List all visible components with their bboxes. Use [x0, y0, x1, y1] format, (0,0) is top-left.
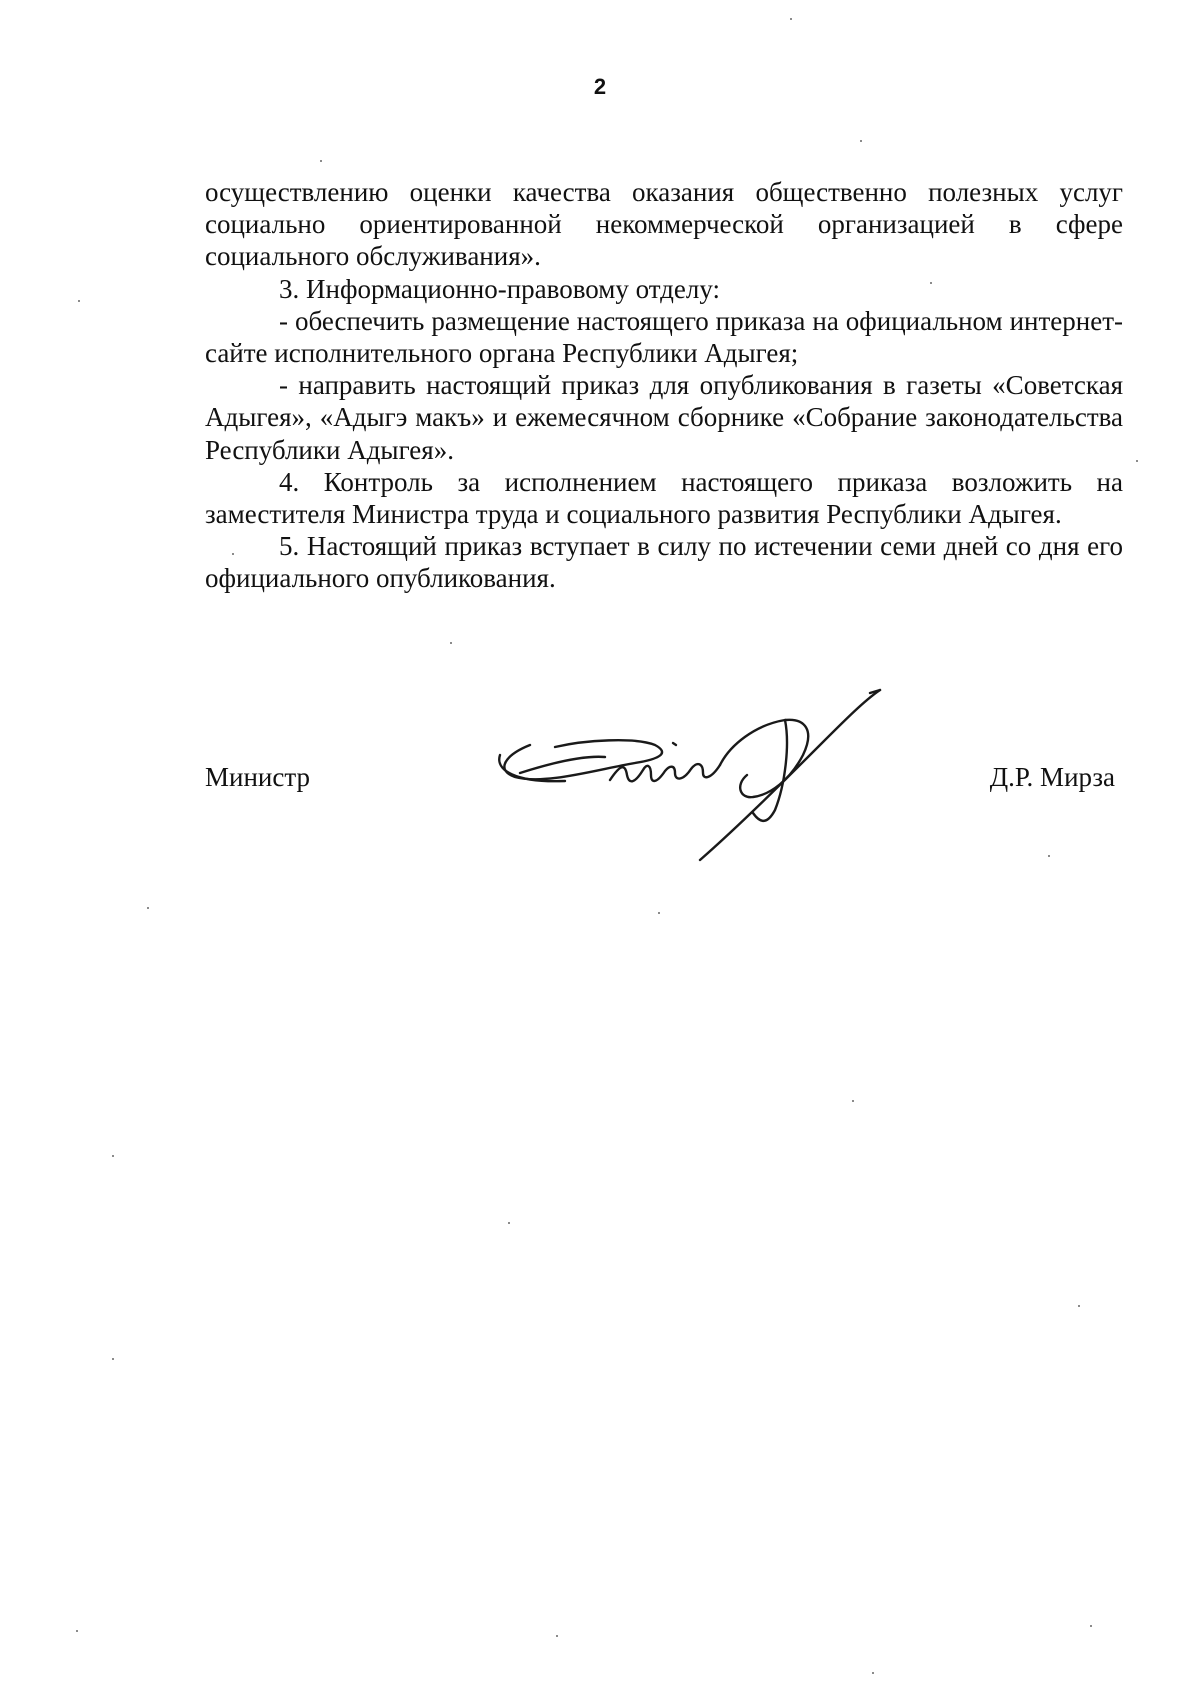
scan-speck — [790, 18, 792, 20]
scan-speck — [78, 300, 80, 302]
position-title: Министр — [205, 762, 310, 792]
scan-speck — [1078, 1305, 1080, 1307]
paragraph-continuation: осуществлению оценки качества оказания общественно полезных услуг социально ориентированной некоммерческой организацией в сфере социального обслуживания». — [205, 177, 1123, 272]
scan-speck — [112, 1155, 114, 1157]
scan-speck — [232, 553, 234, 555]
scan-speck — [872, 1672, 874, 1674]
paragraph-item-3: 3. Информационно-правовому отделу: — [279, 273, 721, 304]
scan-speck — [1090, 1625, 1092, 1627]
scan-speck — [112, 1358, 114, 1360]
scan-speck — [860, 140, 862, 142]
paragraph-item-4: 4. Контроль за исполнением настоящего приказа возложить на заместителя Министра труда и социального развития Республики Адыгея. — [205, 466, 1123, 530]
scan-speck — [930, 282, 932, 284]
paragraph-subitem-publish-newspapers: - направить настоящий приказ для опубликования в газеты «Советская Адыгея», «Адыгэ макъ» и ежемесячном сборнике «Собрание законодательства Республики Адыгея». — [205, 370, 1123, 465]
paragraph-subitem-publish-website: - обеспечить размещение настоящего приказа на официальном интернет-сайте исполнительного органа Республики Адыгея; — [205, 305, 1123, 369]
handwritten-signature — [485, 685, 885, 875]
scan-speck — [76, 1630, 78, 1632]
scan-speck — [320, 160, 322, 162]
signer-name: Д.Р. Мирза — [989, 762, 1115, 792]
page-number: 2 — [593, 74, 607, 99]
scan-speck — [1136, 460, 1138, 462]
scan-speck — [1048, 855, 1050, 857]
document-body — [205, 176, 1123, 595]
paragraph-item-5: 5. Настоящий приказ вступает в силу по истечении семи дней со дня его официального опубликования. — [205, 531, 1123, 594]
scan-speck — [658, 912, 660, 914]
scan-speck — [508, 1222, 510, 1224]
scan-speck — [852, 1100, 854, 1102]
scan-speck — [450, 642, 452, 644]
scan-speck — [556, 1635, 558, 1637]
scan-speck — [147, 907, 149, 909]
